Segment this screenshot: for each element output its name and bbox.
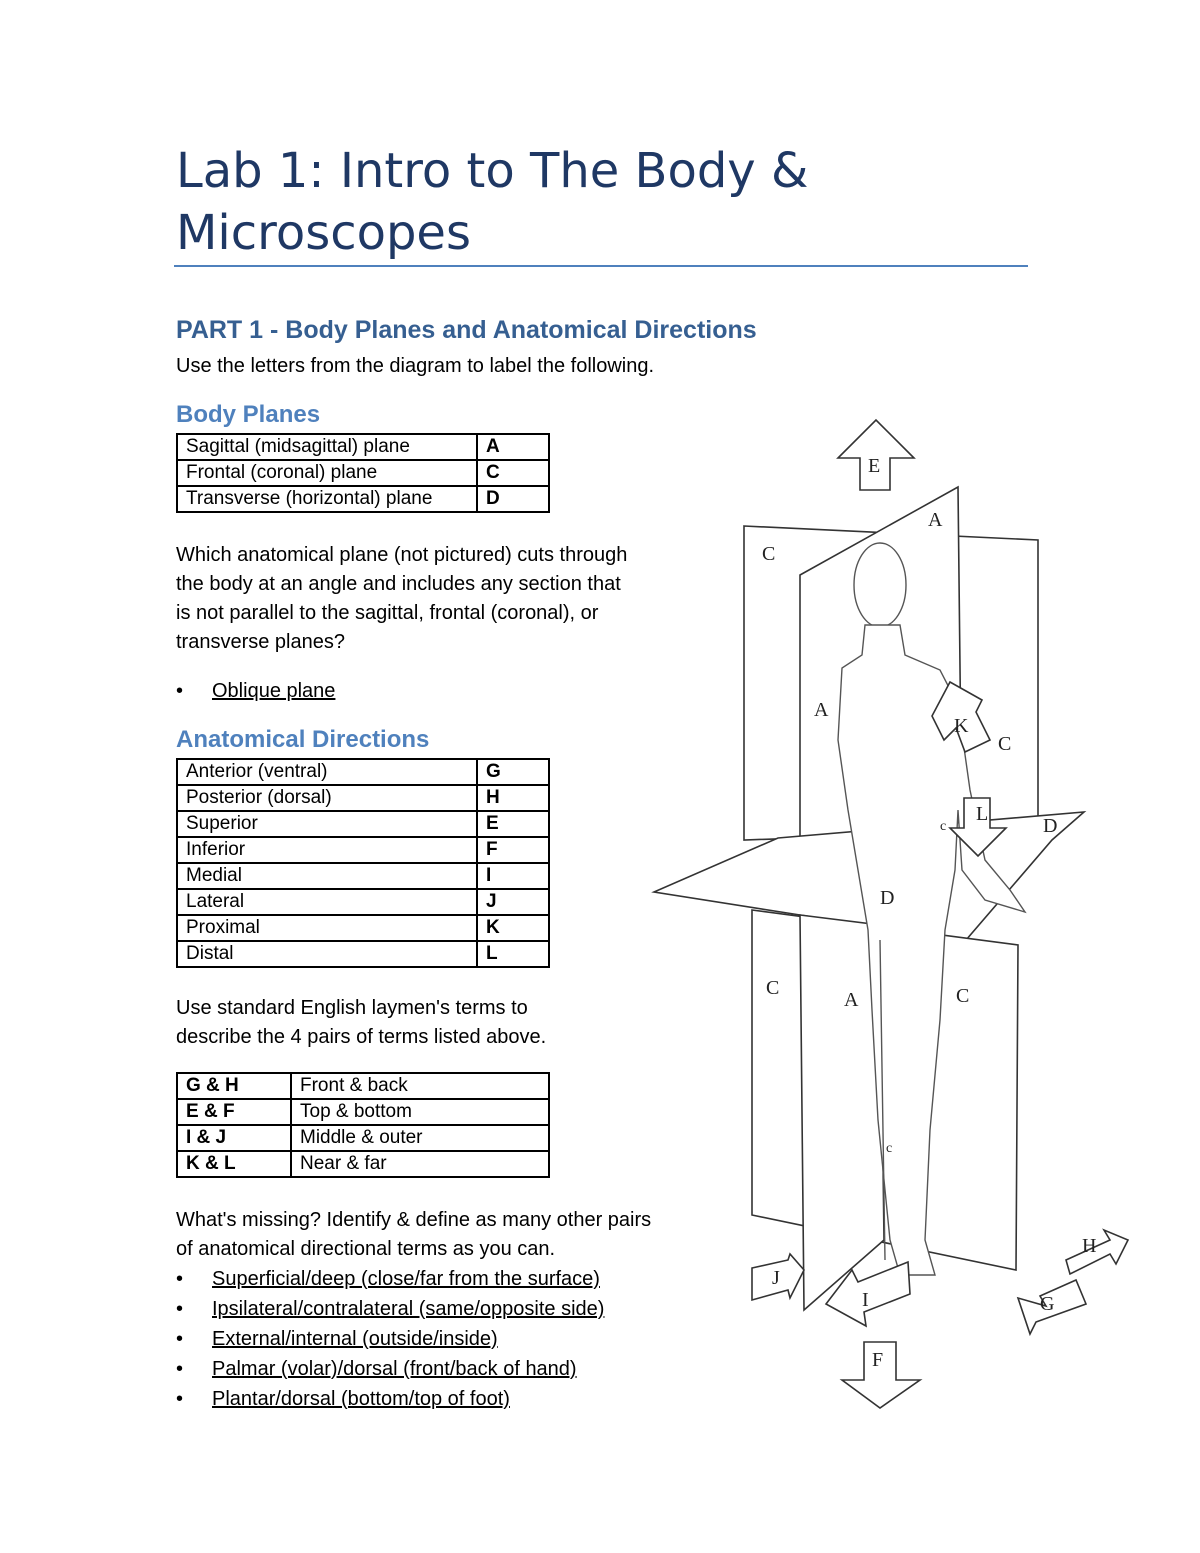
cell-term: Superior [177,811,477,837]
label-i: I [862,1289,869,1311]
table-row [177,1125,549,1151]
cell-answer: K [477,915,549,941]
label-c-top: C [762,543,776,565]
cell-term: Proximal [177,915,477,941]
missing-question: What's missing? Identify & define as many other pairs of anatomical directional terms as you can. [176,1209,652,1260]
oblique-answer: Oblique plane [212,680,336,702]
cell-answer: G [477,759,549,785]
body-planes-heading: Body Planes [176,401,321,428]
cell-term: Anterior (ventral) [177,759,477,785]
label-l: L [976,803,989,825]
directions-table [176,758,550,968]
cell-answer: D [477,486,549,512]
label-h: H [1082,1235,1097,1257]
label-c-small-arm: c [940,819,947,834]
table-row [177,460,549,486]
cell-answer: J [477,889,549,915]
title-rule [174,265,1028,267]
laymen-instruction: Use standard English laymen's terms to describe the 4 pairs of terms listed above. [176,997,547,1048]
page-title: Lab 1: Intro to The Body & Microscopes [176,143,809,261]
cell-meaning: Middle & outer [291,1125,549,1151]
cell-answer: F [477,837,549,863]
cell-term: Frontal (coronal) plane [177,460,477,486]
table-row [177,863,549,889]
cell-answer: E [477,811,549,837]
cell-pair: G & H [177,1073,291,1099]
label-k: K [954,715,969,737]
table-row [177,811,549,837]
laymen-table [176,1072,550,1178]
table-row [177,785,549,811]
table-row [177,1151,549,1177]
table-row [177,889,549,915]
cell-answer: A [477,434,549,460]
label-g: G [1040,1293,1055,1315]
cell-answer: I [477,863,549,889]
label-c-lower-left: C [766,977,780,999]
cell-term: Posterior (dorsal) [177,785,477,811]
list-item [176,1354,604,1384]
missing-term: Palmar (volar)/dorsal (front/back of hand) [212,1358,577,1380]
label-c-lower-right: C [956,985,970,1007]
label-d-right: D [1043,815,1058,837]
oblique-answer-list [176,676,335,706]
cell-pair: I & J [177,1125,291,1151]
label-e: E [868,455,881,477]
missing-term: Ipsilateral/contralateral (same/opposite side) [212,1298,605,1320]
list-item [176,1384,604,1414]
label-a-top: A [928,509,943,531]
oblique-question: Which anatomical plane (not pictured) cuts through the body at an angle and includes any section that is not parallel to the sagittal, frontal (coronal), or transverse planes? [176,544,628,653]
label-f: F [872,1349,884,1371]
arrow-h-icon [1066,1230,1128,1274]
cell-term: Lateral [177,889,477,915]
cell-term: Inferior [177,837,477,863]
cell-meaning: Front & back [291,1073,549,1099]
cell-answer: H [477,785,549,811]
directions-heading: Anatomical Directions [176,726,430,753]
part1-instruction: Use the letters from the diagram to label the following. [176,355,655,377]
table-row [177,1073,549,1099]
list-item [176,1264,604,1294]
table-row [177,915,549,941]
cell-term: Medial [177,863,477,889]
list-item [176,676,335,706]
label-j: J [772,1267,780,1289]
cell-term: Distal [177,941,477,967]
missing-term: External/internal (outside/inside) [212,1328,498,1350]
cell-pair: K & L [177,1151,291,1177]
table-row [177,434,549,460]
cell-term: Transverse (horizontal) plane [177,486,477,512]
body-planes-diagram [650,412,1150,1422]
table-row [177,941,549,967]
cell-term: Sagittal (midsagittal) plane [177,434,477,460]
part1-heading: PART 1 - Body Planes and Anatomical Directions [176,316,757,344]
table-row [177,486,549,512]
body-planes-table [176,433,550,513]
table-row [177,1099,549,1125]
label-d: D [880,887,895,909]
label-a-mid: A [814,699,829,721]
table-row [177,837,549,863]
missing-list [176,1264,604,1414]
label-c-right: C [998,733,1012,755]
missing-term: Plantar/dorsal (bottom/top of foot) [212,1388,510,1410]
missing-term: Superficial/deep (close/far from the surface) [212,1268,600,1290]
cell-pair: E & F [177,1099,291,1125]
list-item [176,1294,604,1324]
label-a-lower: A [844,989,859,1011]
list-item [176,1324,604,1354]
cell-meaning: Top & bottom [291,1099,549,1125]
cell-answer: L [477,941,549,967]
table-row [177,759,549,785]
cell-meaning: Near & far [291,1151,549,1177]
label-c-small-leg: c [886,1141,893,1156]
cell-answer: C [477,460,549,486]
